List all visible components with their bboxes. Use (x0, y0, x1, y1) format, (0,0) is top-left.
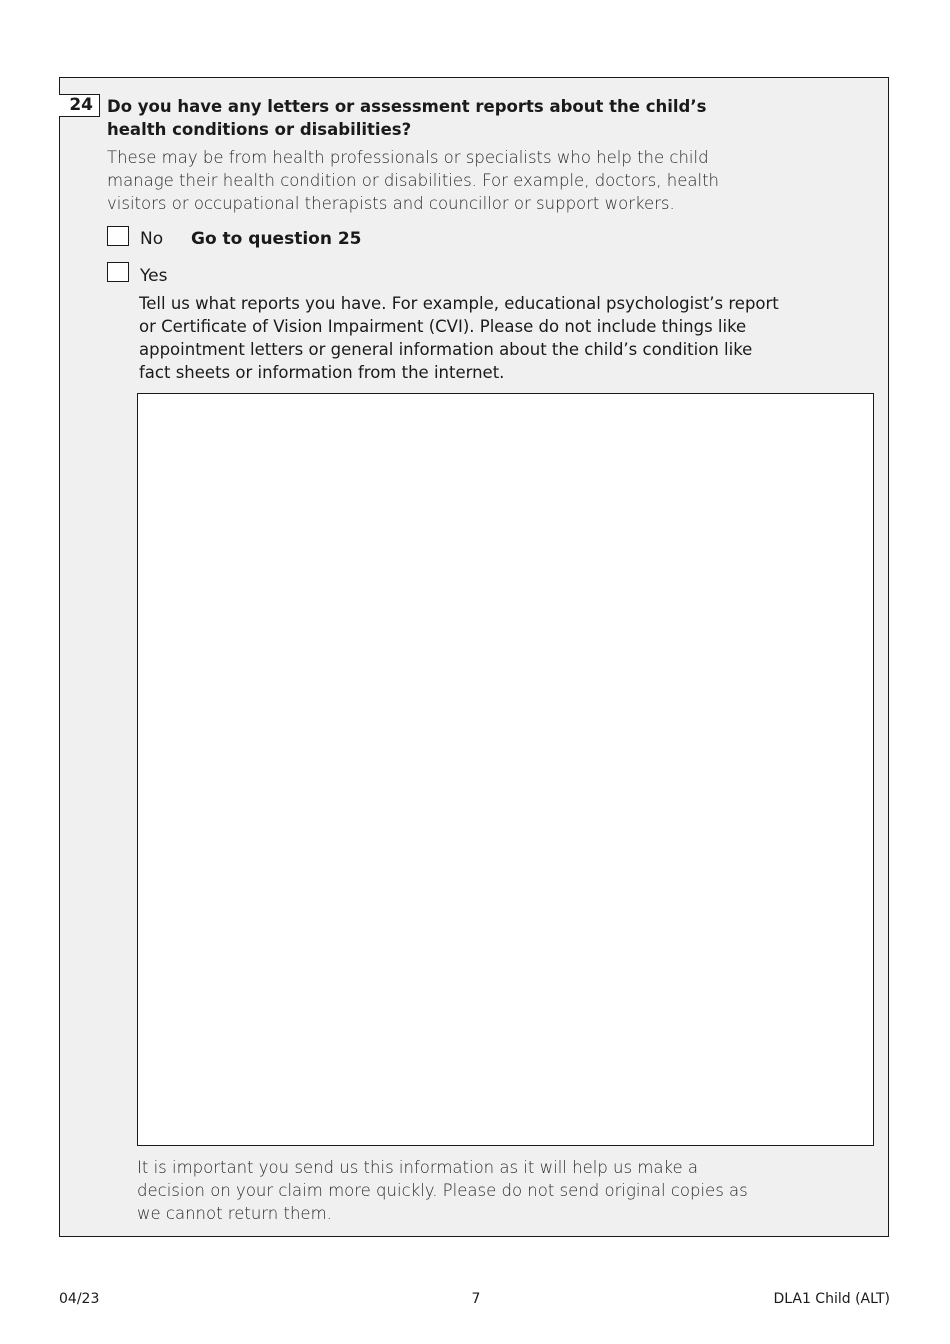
question-number: 24 (59, 94, 100, 117)
no-goto-instruction: Go to question 25 (191, 229, 362, 249)
no-label: No (140, 229, 164, 249)
important-note: It is important you send us this information as it will help us make a decision on your claim more quickly. Please do not send original copies as we cannot return them. (137, 1158, 748, 1223)
question-title: Do you have any letters or assessment reports about the child’s health conditions or disabilities? (107, 97, 707, 139)
yes-instruction: Tell us what reports you have. For example, educational psychologist’s report or Certificate of Vision Impairment (CVI). Please do not include things like appointment letters or general information about the child’s condition like fact sheets or information from the internet. (139, 294, 779, 382)
yes-label: Yes (140, 266, 168, 286)
question-description: These may be from health professionals or specialists who help the child manage their health condition or disabilities. For example, doctors, health visitors or occupational therapists and councillor or support workers. (107, 148, 719, 213)
footer-page-number: 7 (471, 1291, 481, 1307)
yes-checkbox[interactable] (107, 262, 129, 282)
footer-form-code: DLA1 Child (ALT) (773, 1291, 890, 1307)
footer-date-code: 04/23 (59, 1291, 100, 1307)
reports-answer-box[interactable] (137, 393, 874, 1146)
no-checkbox[interactable] (107, 226, 129, 246)
